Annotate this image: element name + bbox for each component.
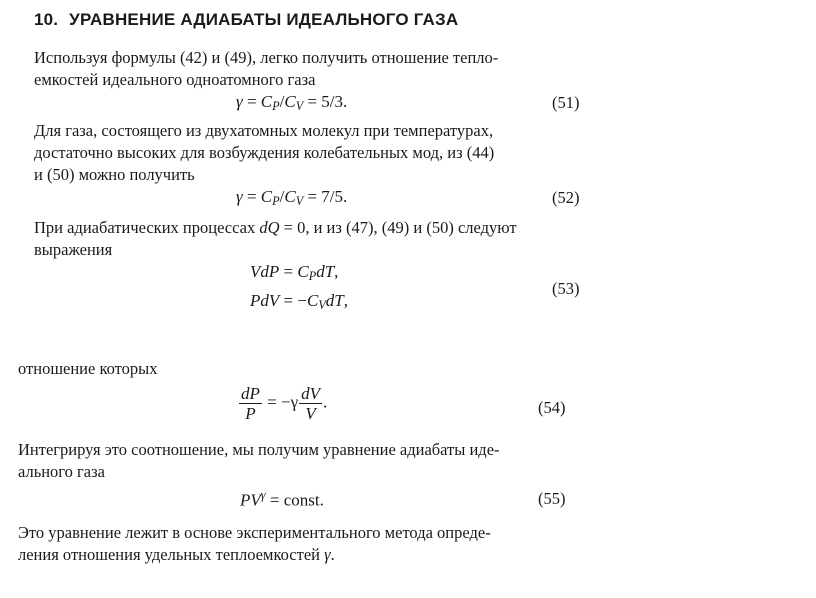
equation-number: (51) [552,93,580,112]
paragraph-line: ления отношения удельных теплоемкостей γ. [18,545,335,564]
equation-number: (53) [552,279,580,298]
fraction: $\frac{dV}{V}$ [301,384,320,423]
paragraph-line: отношение которых [18,359,158,378]
paragraph-line: Это уравнение лежит в основе экспериментального метода опреде- [18,523,491,542]
equation-55: $PV^\gamma$ = const. [240,488,324,510]
equation-number: (52) [552,188,580,207]
paragraph-line: емкостей идеального одноатомного газа [34,70,316,89]
paragraph-line: ального газа [18,462,105,481]
paragraph-line: достаточно высоких для возбуждения колебательных мод, из (44) [34,143,495,162]
paragraph-line: выражения [34,240,113,259]
fraction: $\frac{dP}{P}$ [241,384,260,423]
paragraph-line: При адиабатических процессах dQ = 0, и из (47), (49) и (50) следуют [34,218,517,237]
equation-number: (55) [538,489,566,508]
paragraph-line: и (50) можно получить [34,165,195,184]
section-title: УРАВНЕНИЕ АДИАБАТЫ ИДЕАЛЬНОГО ГАЗА [69,10,459,29]
paragraph-line: Для газа, состоящего из двухатомных молекул при температурах, [34,121,494,140]
equation-53-line1: VdP = $C_PdT$, [250,262,339,284]
section-number: 10. [34,10,59,29]
equation-53-line2: PdV = $-C_VdT$, [250,291,349,313]
equation-51: $\gamma = C_P/C_V = 5/3$. [236,92,348,114]
equation-52: $\gamma = C_P/C_V = 7/5$. [236,187,348,209]
paragraph-line: Интегрируя это соотношение, мы получим уравнение адиабаты иде- [18,440,500,459]
equation-number: (54) [538,398,566,417]
section-heading [34,10,458,30]
equation-54: $\frac{dP}{P}$ = −γ $\frac{dV}{V}$ . [241,384,328,423]
paragraph-line: Используя формулы (42) и (49), легко получить отношение тепло- [34,48,499,67]
